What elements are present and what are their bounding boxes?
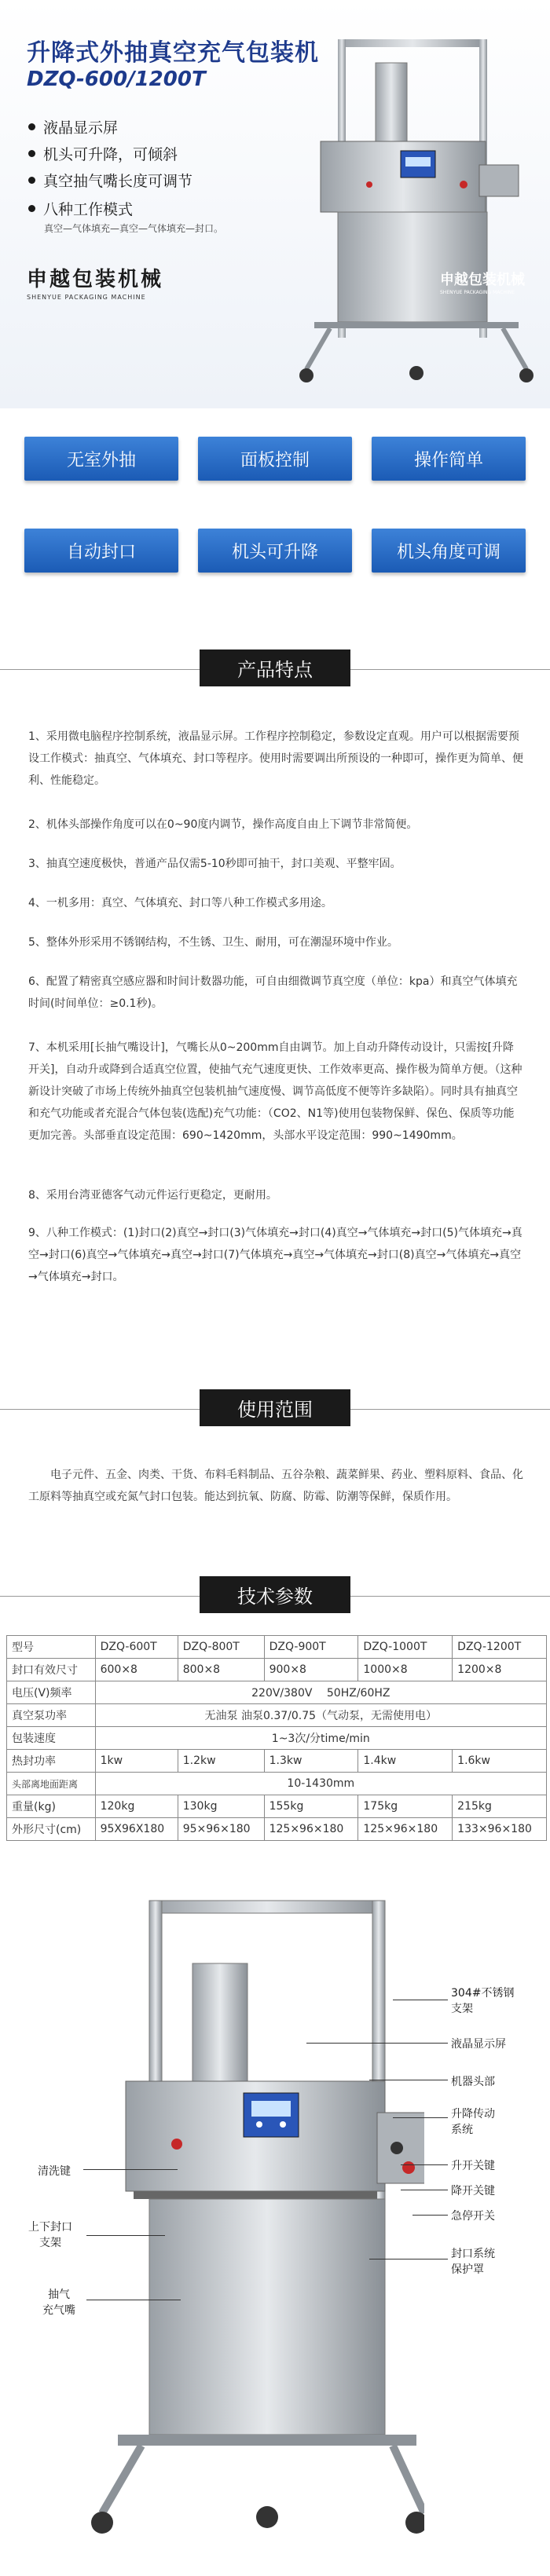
machine-illustration-labeled — [79, 1885, 424, 2560]
callout-guard: 封口系统 保护罩 — [451, 2248, 495, 2276]
table-cell: 1.4kw — [358, 1750, 453, 1773]
hero-modes-line: 真空—气体填充—真空—气体填充—封口。 — [44, 223, 224, 234]
hero-feature — [28, 198, 133, 219]
table-row — [7, 1750, 547, 1773]
table-row — [7, 1681, 547, 1704]
section-header-spec — [0, 1579, 550, 1610]
callout-down: 降开关键 — [451, 2185, 495, 2197]
table-cell: 175kg — [358, 1795, 453, 1818]
table-cell: 155kg — [264, 1795, 358, 1818]
machine-logo: 申越包装机械 — [440, 272, 525, 288]
table-row — [7, 1727, 547, 1750]
hero-feature-text: 液晶显示屏 — [43, 119, 119, 137]
table-cell: 900×8 — [264, 1659, 358, 1681]
table-cell: 130kg — [178, 1795, 264, 1818]
feature-item: 9、八种工作模式：(1)封口(2)真空→封口(3)气体填充→封口(4)真空→气体填充→封口(5)气体填充→真空→封口(6)真空→气体填充→真空→封口(7)气体填充→真空→气体填充→封口(8)真空→气体填充→真空→气体填充→封口。 — [28, 1227, 522, 1283]
table-cell: 头部离地面距离 — [7, 1773, 96, 1795]
feature-item: 6、配置了精密真空感应器和时间计数器功能，可自由细微调节真空度（单位：kpa）和真空气体填充时间(时间单位：≥0.1秒)。 — [28, 975, 518, 1010]
table-cell: 1.3kw — [264, 1750, 358, 1773]
callout-line — [83, 2169, 178, 2170]
table-cell: 型号 — [7, 1636, 96, 1659]
table-cell: 热封功率 — [7, 1750, 96, 1773]
callout-lift: 升降传动 系统 — [451, 2108, 495, 2136]
bullet-icon — [28, 205, 35, 212]
section-title: 使用范围 — [200, 1389, 350, 1426]
bullet-icon — [28, 123, 35, 130]
table-cell: 800×8 — [178, 1659, 264, 1681]
bullet-icon — [28, 150, 35, 157]
feature-item: 1、采用微电脑程序控制系统，液晶显示屏。工作程序控制稳定，参数设定直观。用户可以根据需要预设工作模式：抽真空、气体填充、封口等程序。使用时需要调出所预设的一种即可，操作更为简单、便利、性能稳定。 — [28, 730, 523, 787]
callout-line — [306, 2043, 448, 2044]
table-cell: 1.6kw — [453, 1750, 547, 1773]
table-cell: 1.2kw — [178, 1750, 264, 1773]
table-cell: 600×8 — [95, 1659, 178, 1681]
feature-item: 2、机体头部操作角度可以在0~90度内调节，操作高度自由上下调节非常简便。 — [28, 818, 418, 831]
hero-feature — [28, 116, 118, 137]
hero-feature-text: 机头可升降，可倾斜 — [43, 146, 178, 163]
hero-feature-text: 真空抽气嘴长度可调节 — [43, 173, 193, 190]
callout-nozzle: 抽气 充气嘴 — [42, 2289, 75, 2317]
feature-item: 3、抽真空速度极快，普通产品仅需5-10秒即可抽干，封口美观、平整牢固。 — [28, 858, 402, 870]
table-row — [7, 1773, 547, 1795]
table-cell: 95X96X180 — [95, 1818, 178, 1841]
table-cell: 真空泵功率 — [7, 1704, 96, 1727]
callout-seal-frame: 上下封口 支架 — [28, 2221, 72, 2249]
feature-button-autoseal[interactable]: 自动封口 — [24, 529, 178, 573]
table-cell: 包装速度 — [7, 1727, 96, 1750]
table-cell: 10-1430mm — [95, 1773, 546, 1795]
table-cell: 120kg — [95, 1795, 178, 1818]
table-cell: DZQ-1200T — [453, 1636, 547, 1659]
section-title: 产品特点 — [200, 649, 350, 686]
table-cell: 125×96×180 — [358, 1818, 453, 1841]
callout-line — [393, 2117, 448, 2118]
feature-item: 5、整体外形采用不锈钢结构，不生锈、卫生、耐用，可在潮湿环境中作业。 — [28, 936, 398, 949]
feature-item: 4、一机多用：真空、气体填充、封口等八种工作模式多用途。 — [28, 897, 332, 909]
feature-button-angle[interactable]: 机头角度可调 — [372, 529, 526, 573]
hero-feature-text: 八种工作模式 — [43, 201, 134, 218]
bullet-icon — [28, 177, 35, 184]
table-cell: 125×96×180 — [264, 1818, 358, 1841]
table-cell: 1~3次/分time/min — [95, 1727, 546, 1750]
table-cell: 95×96×180 — [178, 1818, 264, 1841]
callout-up: 升开关键 — [451, 2160, 495, 2172]
feature-button-panel[interactable]: 面板控制 — [198, 437, 352, 481]
table-cell: 电压(V)频率 — [7, 1681, 96, 1704]
table-cell: 无油泵 油泵0.37/0.75（气动泵，无需使用电） — [95, 1704, 546, 1727]
table-cell: 外形尺寸(cm) — [7, 1818, 96, 1841]
section-title: 技术参数 — [200, 1576, 350, 1613]
feature-item: 8、采用台湾亚德客气动元件运行更稳定，更耐用。 — [28, 1189, 277, 1202]
feature-button-external[interactable]: 无室外抽 — [24, 437, 178, 481]
table-cell: 1kw — [95, 1750, 178, 1773]
callout-clean: 清洗键 — [38, 2165, 71, 2178]
feature-button-lift[interactable]: 机头可升降 — [198, 529, 352, 573]
section-header-scope — [0, 1392, 550, 1423]
table-cell: 重量(kg) — [7, 1795, 96, 1818]
feature-button-simple[interactable]: 操作简单 — [372, 437, 526, 481]
feature-item: 7、本机采用[长抽气嘴设计]，气嘴长从0~200mm自由调节。加上自动升降传动设计，只需按[升降开关]，自动升或降到合适真空位置，使抽气充气速度更快、工作效率更高、操作极为简单方便。（这种新设计突破了市场上传统外抽真空包装机抽气速度慢、调节高低度不便等许多缺陷）。同时具有抽真空和充气功能或者充混合气体包装(选配)充气功能：（CO2、N1等)使用包装物保鲜、保色、保质等功能更加完善。头部垂直设定范围：690~1420mm，头部水平设定范围：990~1490mm。 — [28, 1041, 522, 1142]
table-cell: 封口有效尺寸 — [7, 1659, 96, 1681]
table-cell: 133×96×180 — [453, 1818, 547, 1841]
callout-line — [412, 2215, 448, 2216]
table-row — [7, 1659, 547, 1681]
scope-text: 电子元件、五金、肉类、干货、布料毛料制品、五谷杂粮、蔬菜鲜果、药业、塑料原料、食品、化工原料等抽真空或充氮气封口包装。能达到抗氧、防腐、防霉、防潮等保鲜，保质作用。 — [28, 1469, 523, 1503]
hero-feature — [28, 143, 178, 164]
table-cell: 215kg — [453, 1795, 547, 1818]
hero-feature — [28, 170, 192, 191]
table-row — [7, 1795, 547, 1818]
spec-table — [6, 1635, 547, 1841]
callout-line — [401, 2164, 448, 2165]
table-row — [7, 1704, 547, 1727]
table-cell: DZQ-600T — [95, 1636, 178, 1659]
section-header-features — [0, 652, 550, 683]
hero-model: DZQ-600/1200T — [27, 68, 206, 91]
callout-display: 液晶显示屏 — [451, 2038, 506, 2051]
table-cell: 220V/380V 50HZ/60HZ — [95, 1681, 546, 1704]
table-cell: DZQ-1000T — [358, 1636, 453, 1659]
machine-logo-sub: SHENYUE PACKAGING MACHINE — [440, 290, 515, 295]
callout-stop: 急停开关 — [451, 2210, 495, 2223]
logo-text: 申越包装机械 — [27, 268, 164, 291]
table-cell: DZQ-800T — [178, 1636, 264, 1659]
logo-subtext: SHENYUE PACKAGING MACHINE — [27, 294, 146, 301]
callout-line — [86, 2235, 165, 2236]
table-row — [7, 1636, 547, 1659]
hero-title: 升降式外抽真空充气包装机 — [27, 39, 319, 67]
brand-logo — [27, 263, 163, 301]
machine-illustration-hero — [283, 16, 542, 393]
table-row — [7, 1818, 547, 1841]
table-cell: 1000×8 — [358, 1659, 453, 1681]
table-cell: DZQ-900T — [264, 1636, 358, 1659]
table-cell: 1200×8 — [453, 1659, 547, 1681]
callout-frame: 304#不锈钢 支架 — [451, 1987, 515, 2015]
callout-head: 机器头部 — [451, 2076, 495, 2088]
